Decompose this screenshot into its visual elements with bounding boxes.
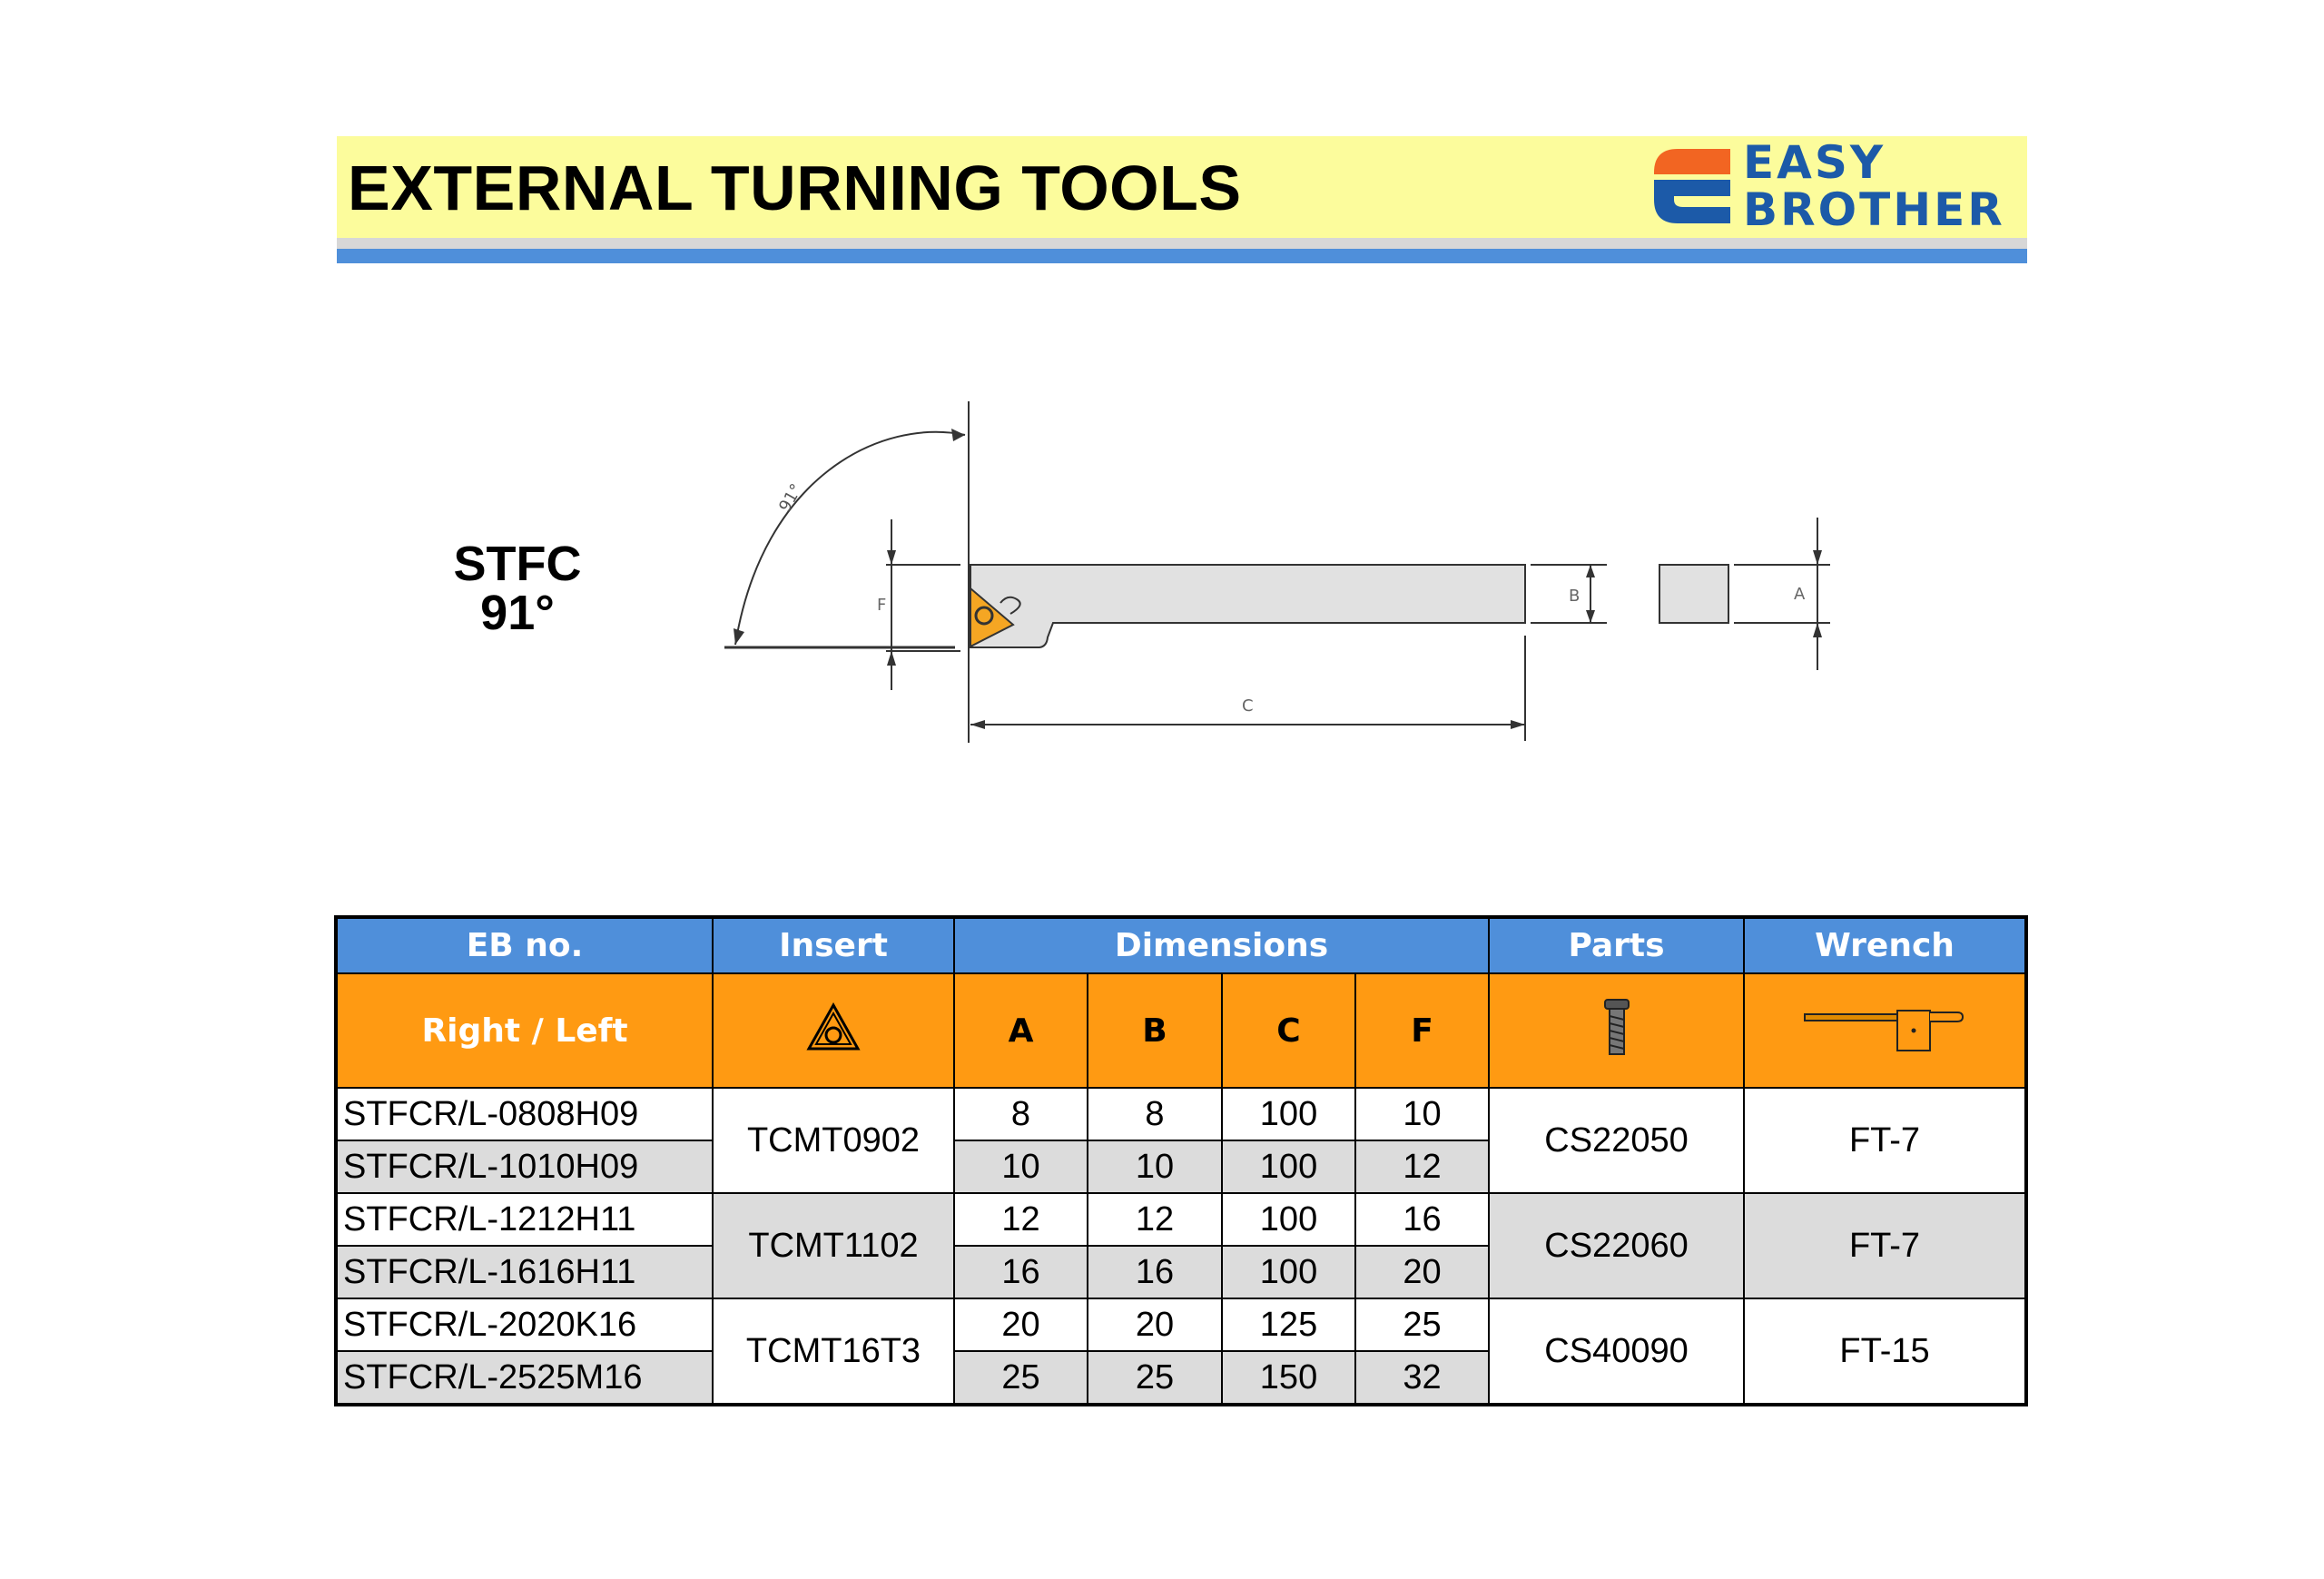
banner-divider: [337, 238, 2027, 249]
dim-f-cell: 12: [1355, 1140, 1489, 1193]
dim-a-cell: 20: [954, 1298, 1088, 1351]
model-name: STFC: [453, 537, 582, 591]
dim-f-cell: 32: [1355, 1351, 1489, 1405]
table-header-row: [336, 917, 2026, 973]
dim-label-c: C: [1242, 696, 1254, 715]
eb-no-cell: STFCR/L-1616H11: [336, 1246, 713, 1298]
col-parts: Parts: [1489, 917, 1744, 973]
table-row: [336, 1193, 2026, 1246]
insert-cell: TCMT16T3: [713, 1298, 954, 1405]
angle-label: 91°: [775, 480, 807, 516]
dim-b-cell: 16: [1088, 1246, 1222, 1298]
wrench-cell: FT-7: [1744, 1088, 2026, 1193]
dim-c-cell: 100: [1222, 1140, 1355, 1193]
subhead-parts-icon: [1489, 973, 1744, 1088]
col-insert: Insert: [713, 917, 954, 973]
dim-a-cell: 8: [954, 1088, 1088, 1140]
col-wrench: Wrench: [1744, 917, 2026, 973]
dim-f-cell: 25: [1355, 1298, 1489, 1351]
dim-a-cell: 12: [954, 1193, 1088, 1246]
subhead-right-left: Right / Left: [336, 973, 713, 1088]
dim-c-cell: 100: [1222, 1246, 1355, 1298]
easy-brother-logo: [1652, 136, 2015, 236]
dim-a-cell: 25: [954, 1351, 1088, 1405]
dim-a-cell: 10: [954, 1140, 1088, 1193]
wrench-cell: FT-15: [1744, 1298, 2026, 1405]
dim-b-cell: 12: [1088, 1193, 1222, 1246]
dim-f-cell: 16: [1355, 1193, 1489, 1246]
eb-no-cell: STFCR/L-1010H09: [336, 1140, 713, 1193]
dim-c-cell: 150: [1222, 1351, 1355, 1405]
screw-icon: [1601, 998, 1632, 1056]
triangle-insert-icon: [806, 1002, 861, 1051]
insert-cell: TCMT1102: [713, 1193, 954, 1298]
dim-c-cell: 100: [1222, 1088, 1355, 1140]
table-subheader-row: [336, 973, 2026, 1088]
table-row: [336, 1088, 2026, 1140]
parts-cell: CS22050: [1489, 1088, 1744, 1193]
tool-model-label: [427, 537, 608, 640]
banner-underline: [337, 249, 2027, 263]
subhead-b: B: [1088, 973, 1222, 1088]
model-angle: 91°: [480, 586, 555, 640]
dim-b-cell: 8: [1088, 1088, 1222, 1140]
subhead-a: A: [954, 973, 1088, 1088]
eb-no-cell: STFCR/L-0808H09: [336, 1088, 713, 1140]
dim-b-cell: 25: [1088, 1351, 1222, 1405]
dim-c-cell: 125: [1222, 1298, 1355, 1351]
subhead-insert-icon: [713, 973, 954, 1088]
wrench-icon: [1803, 1000, 1966, 1054]
table-row: [336, 1298, 2026, 1351]
eb-no-cell: STFCR/L-2020K16: [336, 1298, 713, 1351]
eb-no-cell: STFCR/L-1212H11: [336, 1193, 713, 1246]
dim-f-cell: 20: [1355, 1246, 1489, 1298]
wrench-cell: FT-7: [1744, 1193, 2026, 1298]
subhead-f: F: [1355, 973, 1489, 1088]
insert-cell: TCMT0902: [713, 1088, 954, 1193]
logo-line-easy: EASY: [1743, 136, 1886, 189]
dim-b-cell: 20: [1088, 1298, 1222, 1351]
eb-no-cell: STFCR/L-2525M16: [336, 1351, 713, 1405]
dim-a-cell: 16: [954, 1246, 1088, 1298]
subhead-wrench-icon: [1744, 973, 2026, 1088]
dim-c-cell: 100: [1222, 1193, 1355, 1246]
col-dimensions: Dimensions: [954, 917, 1489, 973]
page-title: EXTERNAL TURNING TOOLS: [348, 153, 1242, 223]
parts-cell: CS22060: [1489, 1193, 1744, 1298]
dim-label-a: A: [1794, 585, 1806, 604]
col-eb-no: EB no.: [336, 917, 713, 973]
dim-b-cell: 10: [1088, 1140, 1222, 1193]
subhead-c: C: [1222, 973, 1355, 1088]
logo-line-brother: BROTHER: [1743, 183, 2005, 236]
logo-e-icon: [1652, 147, 1732, 225]
dim-label-b: B: [1569, 587, 1581, 606]
spec-table: [334, 915, 2028, 1406]
tool-holder-drawing: [708, 390, 1852, 754]
parts-cell: CS40090: [1489, 1298, 1744, 1405]
dim-label-f: F: [877, 596, 887, 615]
dim-f-cell: 10: [1355, 1088, 1489, 1140]
